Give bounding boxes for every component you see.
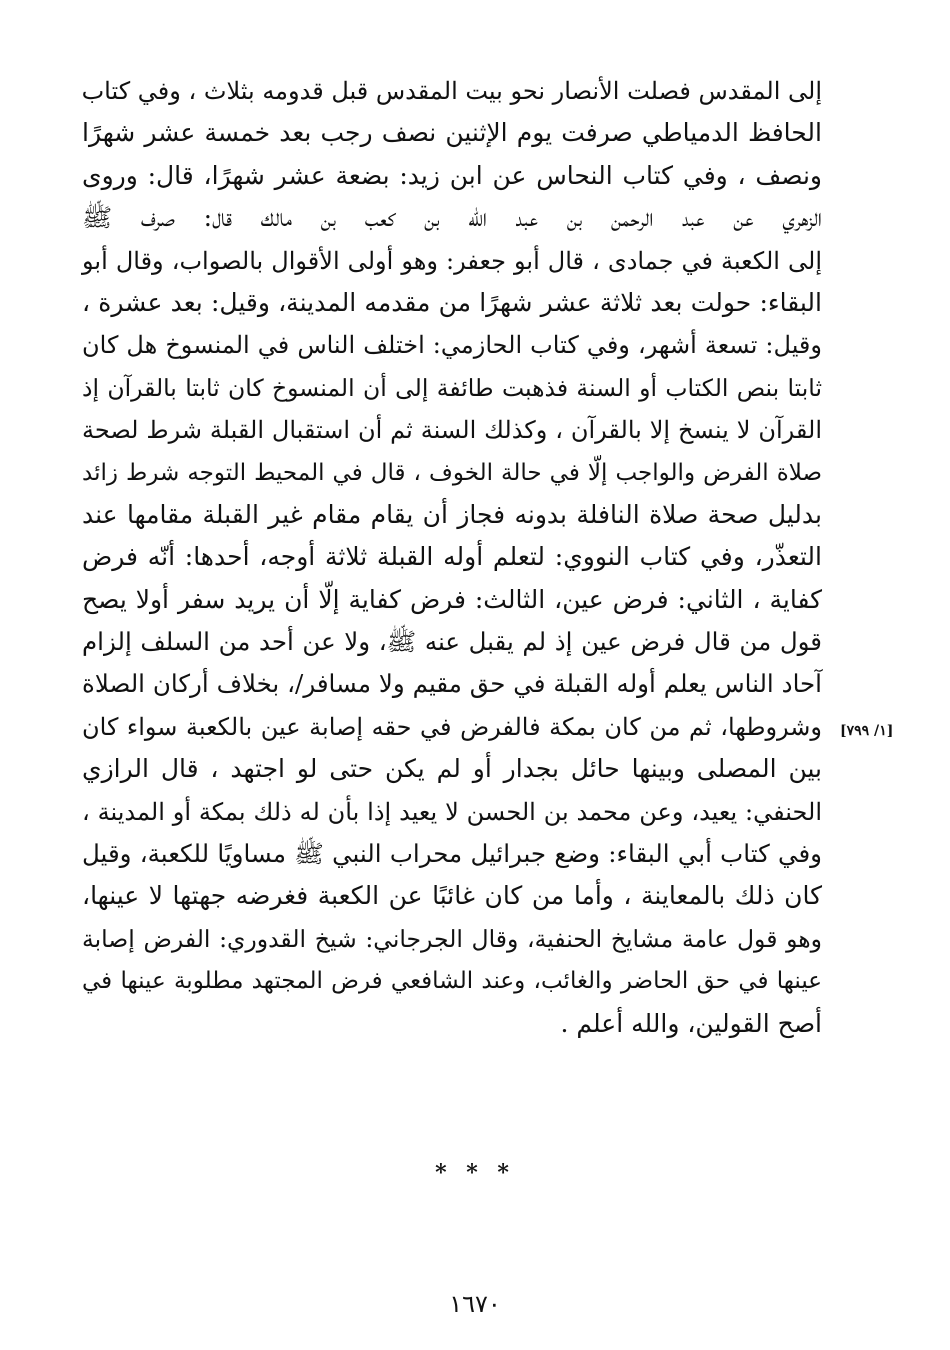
text-line: القرآن لا ينسخ إلا بالقرآن ، وكذلك السنة ثم أن استقبال القبلة شرط لصحة [82,416,822,445]
text-line: وشروطها، ثم من كان بمكة فالفرض في حقه إصابة عين بالكعبة سواء كان [82,712,822,741]
text-line: التعذّر، وفي كتاب النووي: لتعلم أوله القبلة ثلاثة أوجه، أحدها: أنّه فرض [82,542,822,572]
text-line: الحنفي: يعيد، وعن محمد بن الحسن لا يعيد إذا بأن له ذلك بمكة أو المدينة ، [82,797,823,826]
text-line: كفاية ، الثاني: فرض عين، الثالث: فرض كفاية إلّا أن يريد سفر أولا يصح [82,584,822,614]
text-line: عينها في حق الحاضر والغائب، وعند الشافعي فرض المجتهد مطلوبة عينها في [82,968,822,995]
text-line: الحافظ الدمياطي صرفت يوم الإثنين نصف رجب بعد خمسة عشر شهرًا [82,118,822,148]
text-line: صلاة الفرض والواجب إلّا في حالة الخوف ، قال في المحيط التوجه شرط زائد [82,459,822,486]
text-line: بدليل صحة صلاة النافلة بدونه فجاز أن يقام مقام غير القبلة مقامها عند [82,499,822,529]
page-number: ١٦٧٠ [449,1290,501,1318]
text-line: البقاء: حولت بعد ثلاثة عشر شهرًا من مقدمه المدينة، وقيل: بعد عشرة ، [82,287,822,317]
margin-reference: [١/ ٧٩٩] [840,723,894,739]
section-separator: * * * [435,1160,515,1186]
text-line: ونصف ، وفي كتاب النحاس عن ابن زيد: بضعة عشر شهرًا، قال: وروى [82,160,822,190]
body-text [82,70,822,1045]
text-line: قول من قال فرض عين إذ لم يقبل عنه ﷺ، ولا عن أحد من السلف إلزام [82,627,822,657]
text-line: إلى المقدس فصلت الأنصار نحو بيت المقدس قبل قدومه بثلاث ، وفي كتاب [81,77,822,105]
text-line: بين المصلى وبينها حائل بجدار أو لم يكن حتى لو اجتهد ، قال الرازي [82,754,822,784]
text-line: ثابتا بنص الكتاب أو السنة فذهبت طائفة إلى أن المنسوخ كان ثابتا بالقرآن إذ [82,373,822,402]
text-line: إلى الكعبة في جمادى ، قال أبو جعفر: وهو أولى الأقوال بالصواب، وقال أبو [82,246,822,275]
text-line: آحاد الناس يعلم أوله القبلة في حق مقيم ولا مسافر/، بخلاف أركان الصلاة [82,669,822,699]
text-line-last: أصح القولين، والله أعلم . [560,1008,822,1038]
text-line: الزهري عن عبد الرحمن بن عبد الله بن كعب بن مالك قال: صرف ﷺ [82,203,822,233]
text-line: وهو قول عامة مشايخ الحنفية، وقال الجرجاني: شيخ القدوري: الفرض إصابة [82,924,822,953]
text-line: وفي كتاب أبي البقاء: وضع جبرائيل محراب النبي ﷺ مساويًا للكعبة، وقيل [82,839,822,869]
text-line: كان ذلك بالمعاينة ، وأما من كان غائبًا عن الكعبة فغرضه جهتها لا عينها، [82,881,822,911]
text-line: وقيل: تسعة أشهر، وفي كتاب الحازمي: اختلف الناس في المنسوخ هل كان [82,331,822,360]
